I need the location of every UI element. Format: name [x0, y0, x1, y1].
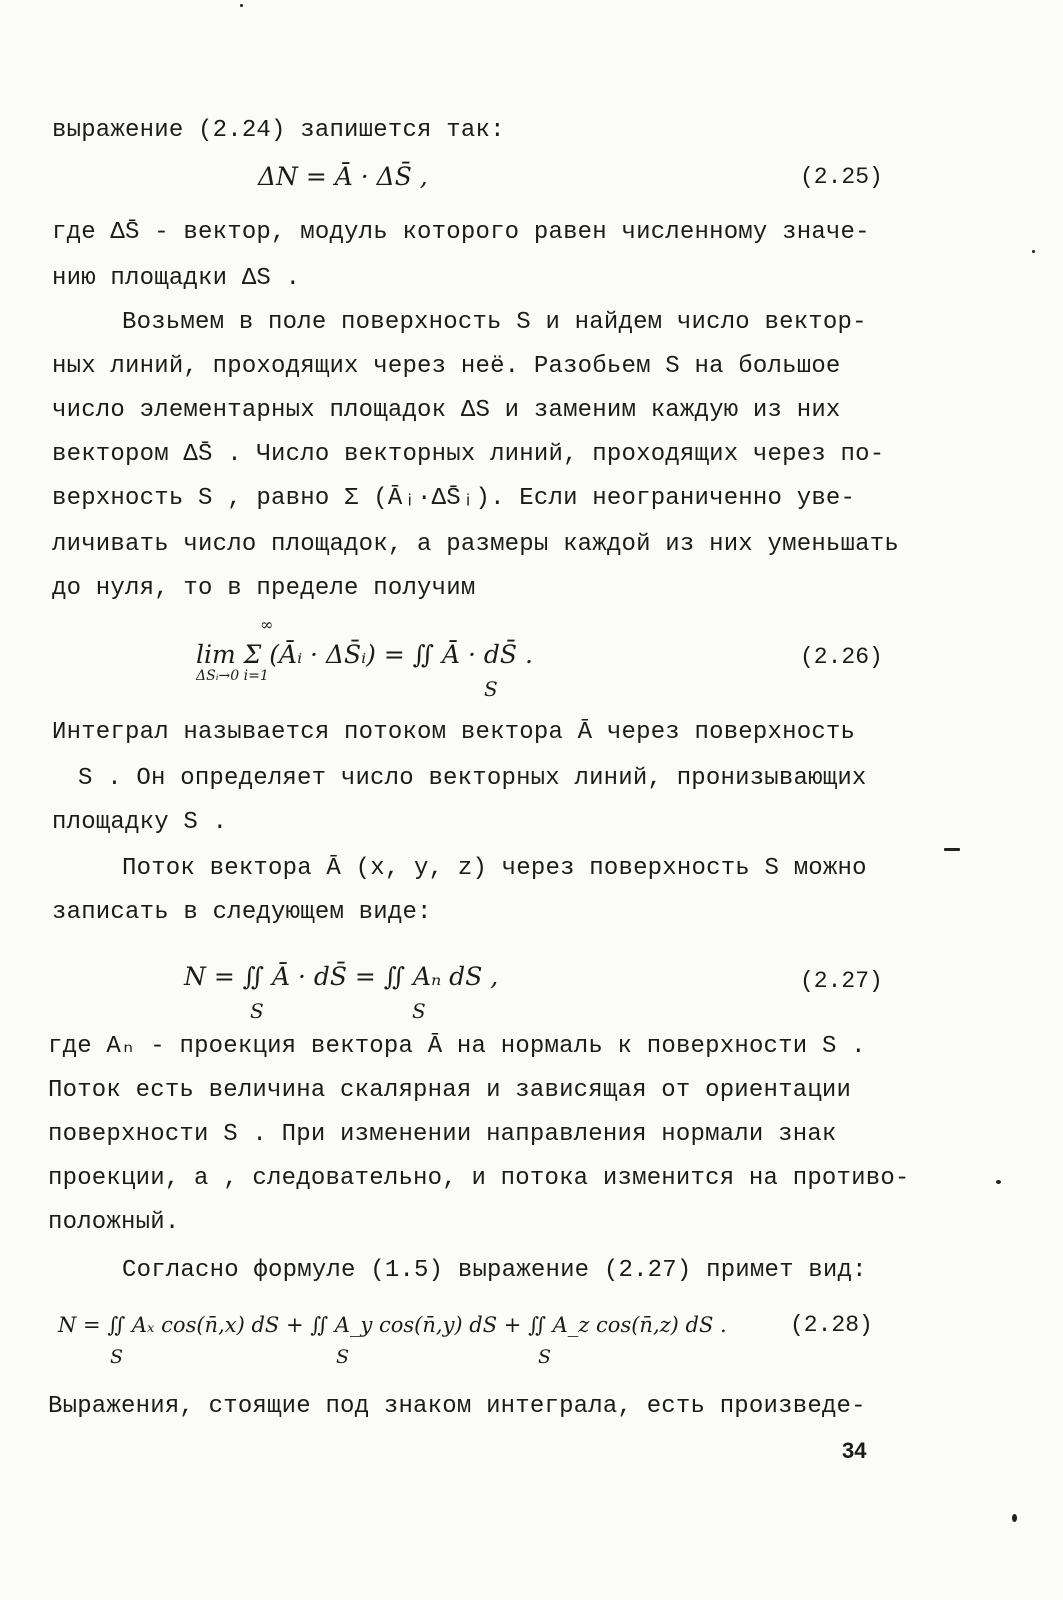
text-line-7: вектором ΔS̄ . Число векторных линий, проходящих через по-	[52, 441, 885, 468]
text-line-5: ных линий, проходящих через неё. Разобьем S на большое	[52, 353, 841, 380]
equation-number-2-28: (2.28)	[790, 1312, 873, 1338]
text-line-22: Выражения, стоящие под знаком интеграла, есть произведе-	[48, 1393, 866, 1420]
text-line-6: число элементарных площадок ΔS и заменим каждую из них	[52, 397, 841, 424]
equation-2-28: N = ∬ Aₓ cos(n̄,x) dS + ∬ A_y cos(n̄,y) dS + ∬ A_z cos(n̄,z) dS .	[58, 1313, 727, 1337]
text-line-3: нию площадки ΔS .	[52, 265, 301, 292]
text-line-21: Согласно формуле (1.5) выражение (2.27) примет вид:	[122, 1257, 867, 1284]
equation-2-26: lim Σ (Āᵢ · ΔS̄ᵢ) = ∬ Ā · dS̄ .	[196, 640, 533, 669]
text-line-4: Возьмем в поле поверхность S и найдем число вектор-	[122, 309, 867, 336]
text-line-12: S . Он определяет число векторных линий, пронизывающих	[78, 765, 867, 792]
equation-number-2-25: (2.25)	[800, 164, 883, 190]
text-line-14: Поток вектора Ā (x, y, z) через поверхность S можно	[122, 855, 867, 882]
text-line-20: положный.	[48, 1209, 180, 1236]
text-line-1: выражение (2.24) запишется так:	[52, 117, 505, 144]
text-line-13: площадку S .	[52, 809, 228, 836]
equation-2-25: ΔN = Ā · ΔS̄ ,	[258, 162, 428, 191]
text-line-8: верхность S , равно Σ (Āᵢ·ΔS̄ᵢ). Если неограниченно уве-	[52, 485, 856, 512]
equation-number-2-26: (2.26)	[800, 644, 883, 670]
equation-2-28-under-1: S	[110, 1346, 124, 1368]
text-line-15: записать в следующем виде:	[52, 899, 432, 926]
text-line-11: Интеграл называется потоком вектора Ā через поверхность	[52, 719, 856, 746]
equation-2-27: N = ∬ Ā · dS̄ = ∬ Aₙ dS ,	[184, 962, 499, 991]
text-line-17: Поток есть величина скалярная и зависящая от ориентации	[48, 1077, 852, 1104]
text-line-9: личивать число площадок, а размеры каждой из них уменьшать	[52, 531, 899, 558]
text-line-2: где ΔS̄ - вектор, модуль которого равен численному значе-	[52, 219, 870, 246]
equation-2-26-sub: ΔSᵢ→0 i=1	[196, 668, 269, 684]
equation-2-26-under: S	[484, 677, 498, 701]
text-line-18: поверхности S . При изменении направления нормали знак	[48, 1121, 837, 1148]
scan-speck	[996, 1180, 1001, 1184]
equation-2-26-sup: ∞	[260, 615, 274, 634]
page-number: 34	[842, 1438, 867, 1463]
text-line-19: проекции, а , следовательно, и потока изменится на противо-	[48, 1165, 910, 1192]
equation-2-27-under-1: S	[250, 999, 264, 1023]
equation-2-27-under-2: S	[412, 999, 426, 1023]
scan-speck	[240, 4, 243, 7]
equation-2-28-under-3: S	[538, 1346, 552, 1368]
text-line-16: где Aₙ - проекция вектора Ā на нормаль к поверхности S .	[48, 1033, 866, 1060]
scan-speck	[1032, 250, 1035, 253]
text-line-10: до нуля, то в пределе получим	[52, 575, 476, 602]
equation-2-28-under-2: S	[336, 1346, 350, 1368]
equation-number-2-27: (2.27)	[800, 968, 883, 994]
scan-speck	[1012, 1514, 1017, 1522]
scan-mark	[944, 848, 960, 851]
